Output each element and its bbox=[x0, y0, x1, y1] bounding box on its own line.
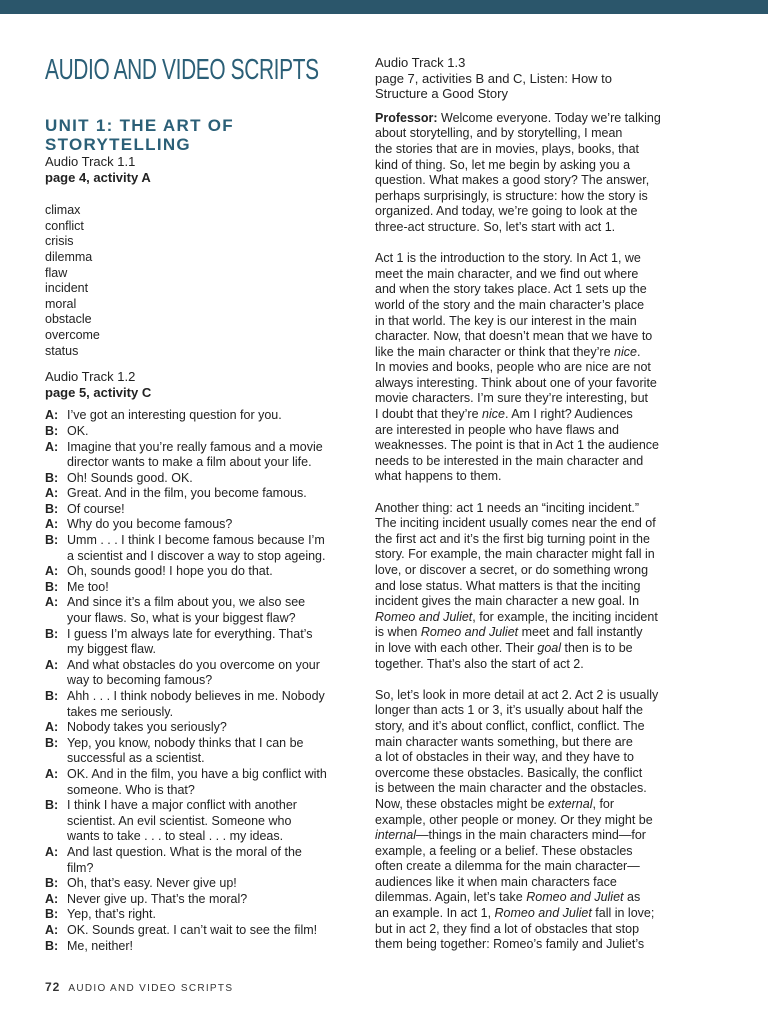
track-name: Audio Track 1.3 bbox=[375, 55, 466, 70]
track-name: Audio Track 1.2 bbox=[45, 369, 136, 385]
top-color-bar bbox=[0, 0, 768, 14]
transcript-line: question. What makes a good story? The answer, bbox=[375, 173, 650, 188]
dialogue-line bbox=[45, 798, 365, 845]
transcript-line: like the main character or think that they’re nice. bbox=[375, 344, 641, 359]
transcript-line: Another thing: act 1 needs an “inciting incident.” bbox=[375, 500, 640, 515]
vocab-word: status bbox=[45, 343, 79, 358]
speaker-label: B: bbox=[45, 938, 59, 953]
transcript-line: a lot of obstacles in their way, and they have to bbox=[375, 750, 634, 765]
vocab-word: dilemma bbox=[45, 249, 93, 264]
speaker-label: B: bbox=[45, 626, 59, 641]
speech-text bbox=[67, 736, 365, 767]
dialogue-transcript bbox=[45, 408, 365, 954]
transcript-line: I doubt that they’re nice. Am I right? Audiences bbox=[375, 407, 633, 422]
speech-line: Me, neither! bbox=[67, 938, 134, 953]
track-activity: page 5, activity C bbox=[45, 384, 152, 400]
transcript-line: The inciting incident usually comes near the end of bbox=[375, 516, 656, 531]
speech-line: And what obstacles do you overcome on your bbox=[67, 657, 320, 672]
right-column bbox=[375, 55, 720, 953]
speech-text bbox=[67, 923, 365, 939]
transcript-line: main character wants something, but there are bbox=[375, 734, 633, 749]
transcript-line: the first act and it’s the first big turning point in the bbox=[375, 531, 650, 546]
speech-line: Yep, you know, nobody thinks that I can be bbox=[67, 735, 304, 750]
dialogue-line bbox=[45, 424, 365, 440]
track-1-1-heading bbox=[45, 154, 365, 185]
page-footer bbox=[45, 980, 233, 994]
speech-line: takes me seriously. bbox=[67, 704, 174, 719]
paragraph-gap bbox=[375, 672, 720, 688]
dialogue-line bbox=[45, 580, 365, 596]
speech-line: Of course! bbox=[67, 501, 125, 516]
speech-line: successful as a scientist. bbox=[67, 751, 205, 766]
speaker-label: A: bbox=[45, 844, 59, 859]
dialogue-line bbox=[45, 736, 365, 767]
transcript-line: about storytelling, and by storytelling, I mean bbox=[375, 126, 623, 141]
vocab-word: crisis bbox=[45, 234, 74, 249]
dialogue-line bbox=[45, 767, 365, 798]
dialogue-line bbox=[45, 658, 365, 689]
speech-line: And since it’s a film about you, we also see bbox=[67, 595, 306, 610]
speaker-label: B: bbox=[45, 798, 59, 813]
speech-text bbox=[67, 424, 365, 440]
transcript-line: always interesting. Think about one of your favorite bbox=[375, 375, 657, 390]
speech-text bbox=[67, 564, 365, 580]
speech-line: Oh! Sounds good. OK. bbox=[67, 470, 193, 485]
speaker-label: B: bbox=[45, 907, 59, 922]
transcript-line: Now, these obstacles might be external, for bbox=[375, 796, 615, 811]
speech-text bbox=[67, 892, 365, 908]
dialogue-line bbox=[45, 923, 365, 939]
left-column bbox=[45, 54, 365, 954]
transcript-line: organized. And today, we’re going to look at the bbox=[375, 204, 638, 219]
transcript-line: audiences like it when main characters face bbox=[375, 874, 617, 889]
speaker-label: A: bbox=[45, 408, 59, 423]
transcript-line: and lose status. What matters is that the inciting bbox=[375, 578, 641, 593]
unit-title: UNIT 1: THE ART OF STORYTELLING bbox=[45, 116, 234, 154]
speech-text bbox=[67, 533, 365, 564]
transcript-line: story, and it’s about conflict, conflict, conflict. The bbox=[375, 718, 645, 733]
speech-line: Why do you become famous? bbox=[67, 517, 233, 532]
speech-line: scientist. An evil scientist. Someone who bbox=[67, 813, 292, 828]
transcript-line: the stories that are in movies, plays, books, that bbox=[375, 141, 640, 156]
speaker-label: B: bbox=[45, 689, 59, 703]
speech-line: OK. And in the film, you have a big conflict with bbox=[67, 766, 327, 781]
speech-line: OK. bbox=[67, 423, 89, 438]
speaker-label: A: bbox=[45, 766, 59, 781]
speech-line: Never give up. That’s the moral? bbox=[67, 891, 248, 906]
lecture-transcript bbox=[375, 111, 720, 953]
track-name: Audio Track 1.1 bbox=[45, 154, 136, 169]
speech-line: director wants to make a film about your life. bbox=[67, 455, 312, 470]
speech-line: film? bbox=[67, 860, 94, 875]
speech-line: I think I have a major conflict with another bbox=[67, 798, 297, 813]
vocab-word: flaw bbox=[45, 265, 68, 280]
speech-line: And last question. What is the moral of the bbox=[67, 844, 302, 859]
speech-line: Oh, sounds good! I hope you do that. bbox=[67, 564, 273, 579]
transcript-line: is when Romeo and Juliet meet and fall instantly bbox=[375, 625, 643, 640]
speech-text bbox=[67, 689, 365, 720]
speech-text bbox=[67, 798, 365, 845]
dialogue-line bbox=[45, 471, 365, 487]
transcript-line: weaknesses. The point is that in Act 1 the audience bbox=[375, 438, 659, 453]
speech-text bbox=[67, 471, 365, 487]
speech-line: Me too! bbox=[67, 579, 109, 594]
transcript-line: perhaps surprisingly, is structure: how the story is bbox=[375, 188, 648, 203]
transcript-line: world of the story and the main character’s place bbox=[375, 297, 645, 312]
speaker-label: B: bbox=[45, 423, 59, 438]
speech-text bbox=[67, 517, 365, 533]
paragraph-gap bbox=[375, 236, 720, 252]
transcript-line: Romeo and Juliet, for example, the inciting incident bbox=[375, 609, 658, 624]
transcript-line: meet the main character, and we find out where bbox=[375, 266, 639, 281]
transcript-line: overcome these obstacles. Basically, the conflict bbox=[375, 765, 643, 780]
vocab-word: overcome bbox=[45, 327, 100, 342]
track-activity-line: page 7, activities B and C, Listen: How to bbox=[375, 70, 613, 86]
speech-line: OK. Sounds great. I can’t wait to see the film! bbox=[67, 922, 318, 937]
speech-text bbox=[67, 907, 365, 923]
dialogue-line bbox=[45, 595, 365, 626]
speech-line: way to becoming famous? bbox=[67, 673, 213, 688]
vocab-word: moral bbox=[45, 296, 77, 311]
transcript-line: In movies and books, people who are nice are not bbox=[375, 360, 651, 375]
speaker-label: B: bbox=[45, 876, 59, 891]
transcript-line: movie characters. I’m sure they’re interesting, but bbox=[375, 391, 649, 406]
dialogue-line bbox=[45, 907, 365, 923]
transcript-line: an example. In act 1, Romeo and Juliet fall in love; bbox=[375, 906, 655, 921]
speech-line: a scientist and I discover a way to stop ageing. bbox=[67, 548, 326, 563]
speaker-label: B: bbox=[45, 533, 59, 548]
speaker-label: B: bbox=[45, 470, 59, 485]
speech-text bbox=[67, 580, 365, 596]
track-1-3-heading bbox=[375, 55, 720, 102]
speaker-label: B: bbox=[45, 501, 59, 516]
page-title: AUDIO AND VIDEO SCRIPTS bbox=[45, 54, 319, 86]
speech-text bbox=[67, 440, 365, 471]
speech-line: your flaws. So, what is your biggest flaw? bbox=[67, 611, 296, 626]
paragraph-gap bbox=[375, 485, 720, 501]
transcript-line: example, a feeling or a belief. These obstacles bbox=[375, 843, 633, 858]
speaker-label: B: bbox=[45, 735, 59, 750]
speech-line: Umm . . . I think I become famous because I’m bbox=[67, 533, 325, 548]
vocabulary-list bbox=[45, 203, 365, 359]
dialogue-line bbox=[45, 486, 365, 502]
dialogue-line bbox=[45, 892, 365, 908]
speech-line: Imagine that you’re really famous and a movie bbox=[67, 439, 323, 454]
speech-line: wants to take . . . to steal . . . my ideas. bbox=[67, 829, 284, 844]
transcript-line: needs to be interested in the main character and bbox=[375, 453, 644, 468]
track-1-2-heading bbox=[45, 369, 365, 400]
speech-line: Ahh . . . I think nobody believes in me. Nobody bbox=[67, 689, 325, 703]
speech-line: Great. And in the film, you become famous. bbox=[67, 486, 307, 501]
dialogue-line bbox=[45, 408, 365, 424]
vocab-word: climax bbox=[45, 203, 81, 218]
transcript-line: incident gives the main character a new goal. In bbox=[375, 594, 640, 609]
speech-line: I guess I’m always late for everything. That’s bbox=[67, 626, 313, 641]
speech-line: Nobody takes you seriously? bbox=[67, 720, 227, 735]
footer-section: AUDIO AND VIDEO SCRIPTS bbox=[68, 983, 234, 994]
speech-text bbox=[67, 658, 365, 689]
transcript-line: So, let’s look in more detail at act 2. Act 2 is usually bbox=[375, 687, 659, 702]
vocab-word: obstacle bbox=[45, 312, 92, 327]
dialogue-line bbox=[45, 440, 365, 471]
speech-text bbox=[67, 502, 365, 518]
speech-text bbox=[67, 627, 365, 658]
speech-text bbox=[67, 720, 365, 736]
track-activity-line: Structure a Good Story bbox=[375, 86, 508, 102]
dialogue-line bbox=[45, 533, 365, 564]
speaker-label: A: bbox=[45, 439, 59, 454]
transcript-line: dilemmas. Again, let’s take Romeo and Juliet as bbox=[375, 890, 641, 905]
speech-text bbox=[67, 876, 365, 892]
speaker-label: A: bbox=[45, 486, 59, 501]
speech-line: someone. Who is that? bbox=[67, 782, 195, 797]
transcript-line: but in act 2, they find a lot of obstacles that stop bbox=[375, 921, 640, 936]
transcript-line: longer than acts 1 or 3, it’s usually about half the bbox=[375, 703, 643, 718]
speech-line: my biggest flaw. bbox=[67, 642, 156, 657]
track-activity: page 4, activity A bbox=[45, 169, 151, 185]
transcript-line: internal—things in the main characters mind—for bbox=[375, 828, 646, 843]
transcript-line: are interested in people who have flaws and bbox=[375, 422, 619, 437]
dialogue-line bbox=[45, 502, 365, 518]
transcript-line: what happens to them. bbox=[375, 469, 502, 484]
speaker-label: B: bbox=[45, 579, 59, 594]
transcript-line: story. For example, the main character might fall in bbox=[375, 547, 655, 562]
speaker-label: A: bbox=[45, 720, 59, 735]
dialogue-line bbox=[45, 689, 365, 720]
speech-line: Yep, that’s right. bbox=[67, 907, 156, 922]
vocab-word: conflict bbox=[45, 218, 84, 233]
dialogue-line bbox=[45, 627, 365, 658]
speech-text bbox=[67, 767, 365, 798]
transcript-line: is between the main character and the obstacles. bbox=[375, 781, 647, 796]
speaker-label: Professor: bbox=[375, 110, 441, 125]
transcript-line: Professor: Welcome everyone. Today we’re talking bbox=[375, 110, 661, 125]
transcript-line: example, other people or money. Or they might be bbox=[375, 812, 653, 827]
transcript-line: three-act structure. So, let’s start with act 1. bbox=[375, 219, 616, 234]
dialogue-line bbox=[45, 564, 365, 580]
dialogue-line bbox=[45, 720, 365, 736]
speech-line: I’ve got an interesting question for you. bbox=[67, 408, 282, 423]
dialogue-line bbox=[45, 845, 365, 876]
transcript-line: them being together: Romeo’s family and Juliet’s bbox=[375, 937, 645, 952]
dialogue-line bbox=[45, 876, 365, 892]
speaker-label: A: bbox=[45, 657, 59, 672]
transcript-line: often create a dilemma for the main character— bbox=[375, 859, 640, 874]
speech-text bbox=[67, 939, 365, 955]
vocab-word: incident bbox=[45, 281, 89, 296]
page-number: 72 bbox=[45, 980, 61, 994]
speaker-label: A: bbox=[45, 922, 59, 937]
speaker-label: A: bbox=[45, 517, 59, 532]
transcript-line: together. That’s also the start of act 2. bbox=[375, 656, 584, 671]
transcript-line: in love with each other. Their goal then is to be bbox=[375, 640, 633, 655]
speaker-label: A: bbox=[45, 891, 59, 906]
speech-text bbox=[67, 845, 365, 876]
dialogue-line bbox=[45, 939, 365, 955]
speech-text bbox=[67, 408, 365, 424]
speaker-label: A: bbox=[45, 564, 59, 579]
transcript-line: in that world. The key is our interest in the main bbox=[375, 313, 637, 328]
transcript-line: love, or discover a secret, or do something wrong bbox=[375, 563, 649, 577]
speech-text bbox=[67, 486, 365, 502]
speech-line: Oh, that’s easy. Never give up! bbox=[67, 876, 237, 891]
dialogue-line bbox=[45, 517, 365, 533]
speaker-label: A: bbox=[45, 595, 59, 610]
transcript-line: and when the story takes place. Act 1 sets up the bbox=[375, 282, 647, 297]
transcript-line: Act 1 is the introduction to the story. In Act 1, we bbox=[375, 251, 641, 266]
transcript-line: kind of thing. So, let me begin by asking you a bbox=[375, 157, 631, 172]
speech-text bbox=[67, 595, 365, 626]
transcript-line: character. Now, that doesn’t mean that we have to bbox=[375, 329, 653, 344]
